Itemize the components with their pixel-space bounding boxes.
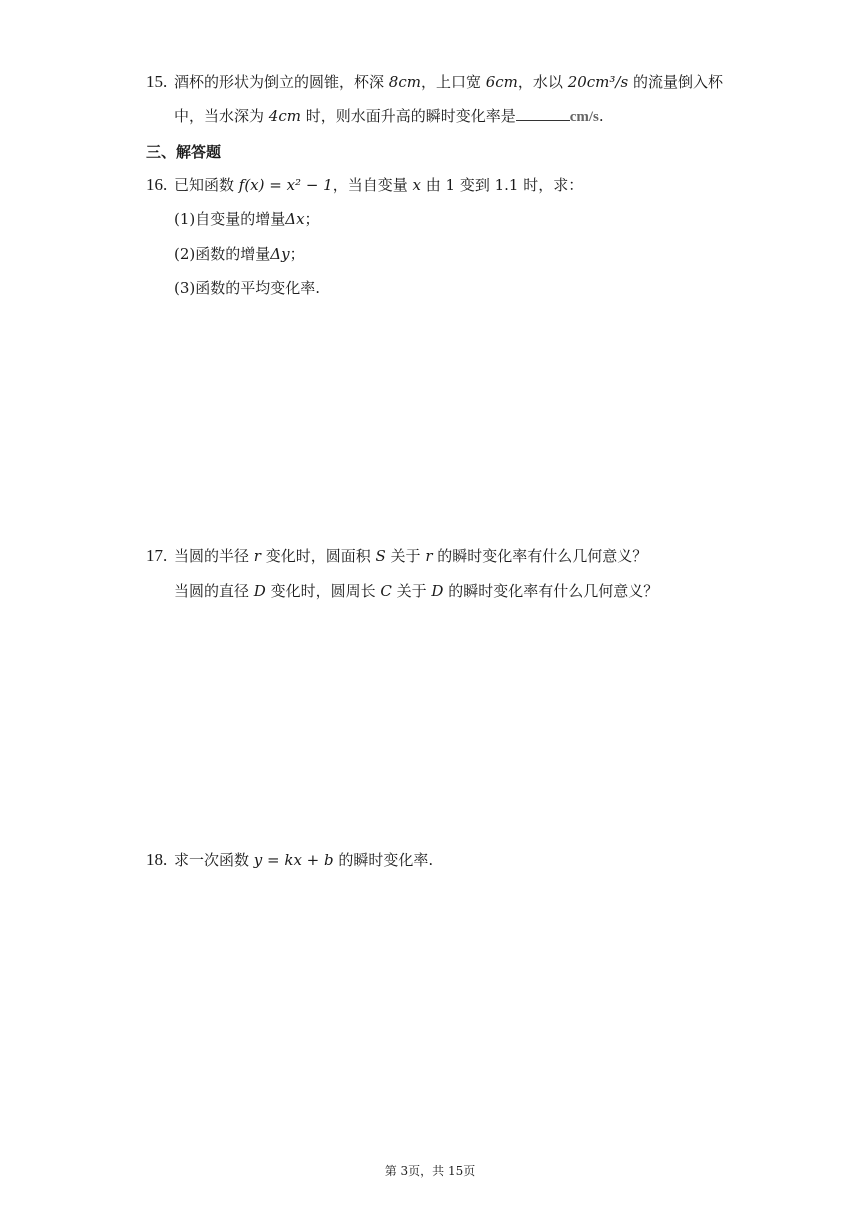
problem-number: 17. [146,546,168,565]
sub-question-1: (1)自变量的增量Δx； [174,210,320,228]
problem-text-line-1: 酒杯的形状为倒立的圆锥，杯深 8cm，上口宽 6cm，水以 20cm³/s 的流量倒入杯 [174,73,723,91]
problem-text-line-1: 求一次函数 y = kx + b 的瞬时变化率. [174,851,434,869]
answer-blank[interactable] [516,106,570,121]
problem-text-line-2: 中，当水深为 4cm 时，则水面升高的瞬时变化率是 cm/s. [174,107,604,125]
problem-text-line-2: 当圆的直径 D 变化时，圆周长 C 关于 D 的瞬时变化率有什么几何意义？ [174,582,659,600]
page-footer: 第 3页，共 15页 [384,1164,476,1178]
answer-unit: cm/s [569,109,599,125]
problem-number: 16. [146,175,168,194]
sub-question-2: (2)函数的增量Δy； [174,245,305,263]
problem-number: 15. [146,72,168,91]
problem-number: 18. [146,850,168,869]
problem-text-line-1: 当圆的半径 r 变化时，圆面积 S 关于 r 的瞬时变化率有什么几何意义？ [174,547,648,565]
problem-text-line-1: 已知函数 f(x) = x² − 1，当自变量 x 由 1 变到 1.1 时，求： [174,176,584,194]
section-heading: 三、解答题 [146,143,222,161]
sub-question-3: (3)函数的平均变化率. [174,279,321,297]
